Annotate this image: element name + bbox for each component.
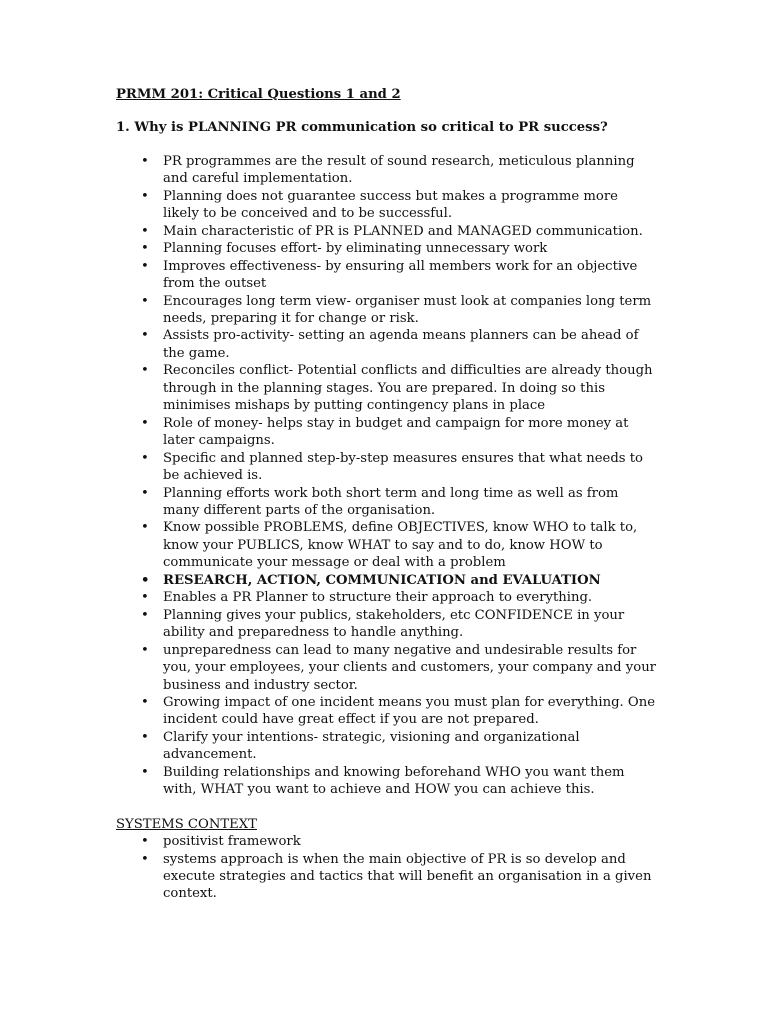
bullet-icon: • — [141, 851, 149, 867]
list-item-text: Specific and planned step-by-step measures ensures that what needs to be achieved is. — [163, 450, 643, 484]
bullet-icon: • — [141, 363, 149, 379]
bullet-icon: • — [141, 450, 149, 466]
list-item-text: Role of money- helps stay in budget and campaign for more money at later campaigns. — [163, 415, 629, 449]
bullet-icon: • — [141, 834, 149, 850]
list-item — [116, 851, 656, 903]
bullet-icon: • — [141, 258, 149, 274]
bullet-icon: • — [141, 223, 149, 239]
list-item-text: Enables a PR Planner to structure their approach to everything. — [163, 590, 593, 606]
list-item-text: Improves effectiveness- by ensuring all members work for an objective from the outset — [163, 258, 638, 292]
list-item-text: Growing impact of one incident means you must plan for everything. One incident could have great effect if you are not prepared. — [163, 694, 656, 728]
list-item — [116, 729, 656, 764]
document-title: PRMM 201: Critical Questions 1 and 2 — [116, 87, 401, 102]
list-item — [116, 293, 656, 328]
bullet-icon: • — [141, 328, 149, 344]
list-item — [116, 258, 656, 293]
bullet-icon: • — [141, 520, 149, 536]
list-item — [116, 833, 656, 850]
systems-context-heading: SYSTEMS CONTEXT — [116, 816, 257, 832]
list-item-text: Planning gives your publics, stakeholders, etc CONFIDENCE in your ability and preparedness to handle anything. — [163, 607, 625, 641]
list-item — [116, 362, 656, 414]
list-item — [116, 327, 656, 362]
list-item-text: Clarify your intentions- strategic, visioning and organizational advancement. — [163, 729, 580, 763]
list-item-text: Know possible PROBLEMS, define OBJECTIVES, know WHO to talk to, know your PUBLICS, know WHAT to say and to do, know HOW to communicate your message or deal with a problem — [163, 520, 638, 571]
bullet-icon: • — [141, 293, 149, 309]
list-item — [116, 485, 656, 520]
systems-points-list — [116, 833, 656, 903]
list-item-text: Planning focuses effort- by eliminating unnecessary work — [163, 241, 548, 257]
list-item — [116, 642, 656, 694]
list-item — [116, 415, 656, 450]
bullet-icon: • — [141, 729, 149, 745]
list-item-text: Planning efforts work both short term and long time as well as from many different parts of the organisation. — [163, 485, 619, 518]
list-item-text: RESEARCH, ACTION, COMMUNICATION and EVALUATION — [163, 572, 601, 588]
bullet-icon: • — [141, 153, 149, 169]
list-item — [116, 519, 656, 571]
document-page — [116, 86, 656, 903]
bullet-icon: • — [141, 694, 149, 710]
list-item-text: Building relationships and knowing beforehand WHO you want them with, WHAT you want to achieve and HOW you can achieve this. — [163, 764, 625, 798]
planning-points-list — [116, 153, 656, 799]
bullet-icon: • — [141, 607, 149, 623]
list-item — [116, 764, 656, 799]
bullet-icon: • — [141, 642, 149, 658]
list-item — [116, 450, 656, 485]
list-item-text: Encourages long term view- organiser must look at companies long term needs, preparing it for change or risk. — [163, 293, 652, 326]
list-item — [116, 589, 656, 606]
list-item-text: Planning does not guarantee success but makes a programme more likely to be conceived and to be successful. — [163, 188, 618, 222]
list-item — [116, 223, 656, 240]
list-item-text: PR programmes are the result of sound research, meticulous planning and careful implementation. — [163, 153, 635, 187]
bullet-icon: • — [141, 415, 149, 431]
list-item-text: positivist framework — [163, 834, 301, 850]
bullet-icon: • — [141, 764, 149, 780]
bullet-icon: • — [141, 188, 149, 204]
list-item — [116, 607, 656, 642]
list-item-text: Main characteristic of PR is PLANNED and MANAGED communication. — [163, 223, 643, 239]
bullet-icon: • — [141, 485, 149, 501]
bullet-icon: • — [141, 590, 149, 606]
bullet-icon: • — [141, 241, 149, 257]
list-item — [116, 188, 656, 223]
list-item — [116, 572, 656, 589]
list-item — [116, 153, 656, 188]
list-item — [116, 240, 656, 257]
list-item — [116, 694, 656, 729]
question-heading: 1. Why is PLANNING PR communication so critical to PR success? — [116, 120, 608, 136]
list-item-text: Reconciles conflict- Potential conflicts and difficulties are already though through in the planning stages. You are prepared. In doing so this minimises mishaps by putting contingency plans in place — [163, 363, 653, 414]
list-item-text: systems approach is when the main objective of PR is so develop and execute strategies and tactics that will benefit an organisation in a given context. — [163, 851, 652, 902]
bullet-icon: • — [141, 572, 150, 588]
list-item-text: unpreparedness can lead to many negative and undesirable results for you, your employees, your clients and customers, your company and your business and industry sector. — [163, 642, 656, 693]
list-item-text: Assists pro-activity- setting an agenda means planners can be ahead of the game. — [163, 328, 639, 361]
